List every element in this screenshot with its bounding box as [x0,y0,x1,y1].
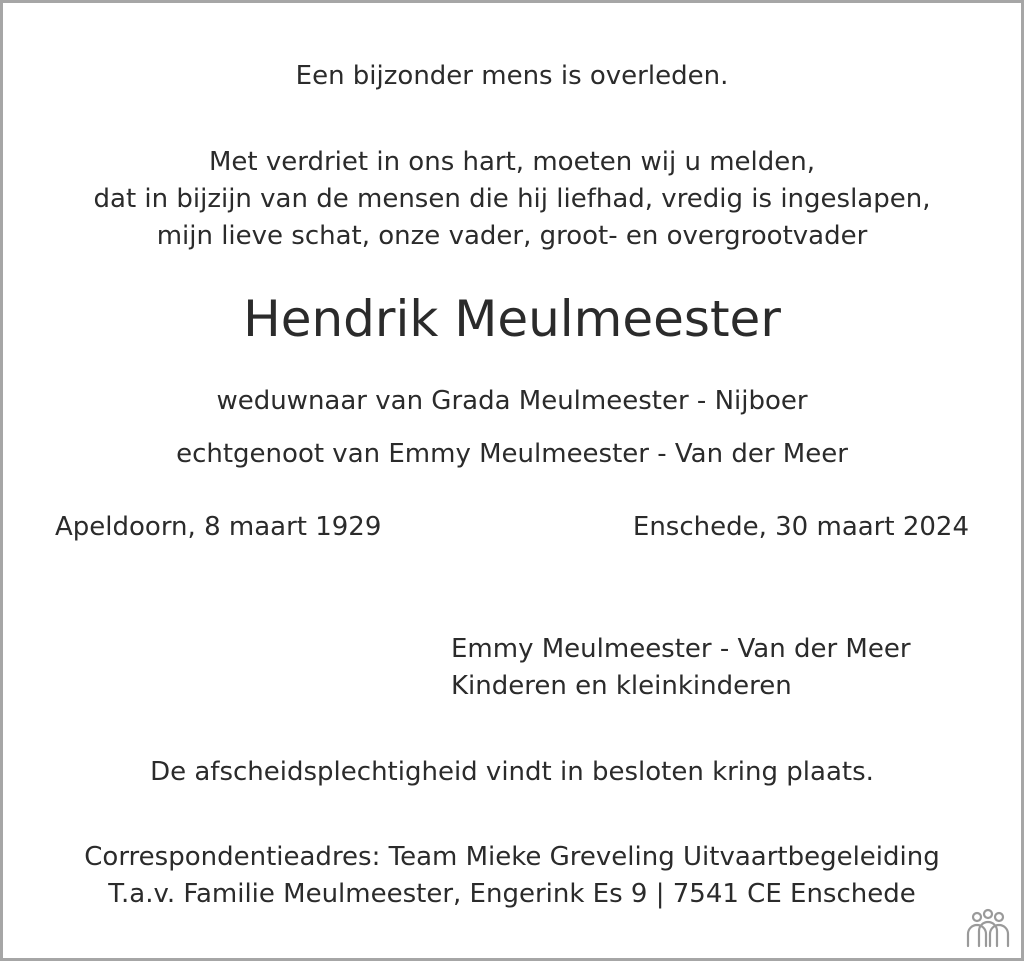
address-line-2: T.a.v. Familie Meulmeester, Engerink Es 9 | 7541 CE Enschede [108,879,916,909]
death-place-date: Enschede, 30 maart 2024 [632,512,969,542]
intro-text: Een bijzonder mens is overleden. [295,61,729,91]
relation-line-1: weduwnaar van Grada Meulmeester - Nijboer [216,386,808,416]
relation-line-2: echtgenoot van Emmy Meulmeester - Van der Meer [176,439,848,469]
message-line-1: Met verdriet in ons hart, moeten wij u melden, [208,147,816,177]
deceased-name: Hendrik Meulmeester [243,290,781,348]
family-people-icon [963,908,1013,948]
funeral-info: De afscheidsplechtigheid vindt in besloten kring plaats. [150,757,874,787]
address-line-1: Correspondentieadres: Team Mieke Greveling Uitvaartbegeleiding [84,842,940,872]
birth-place-date: Apeldoorn, 8 maart 1929 [55,512,382,542]
message-line-3: mijn lieve schat, onze vader, groot- en overgrootvader [156,221,868,251]
message-line-2: dat in bijzijn van de mensen die hij liefhad, vredig is ingeslapen, [93,184,931,214]
signers-block [451,631,911,705]
signer-1: Emmy Meulmeester - Van der Meer [451,634,911,664]
signer-2: Kinderen en kleinkinderen [451,671,792,701]
